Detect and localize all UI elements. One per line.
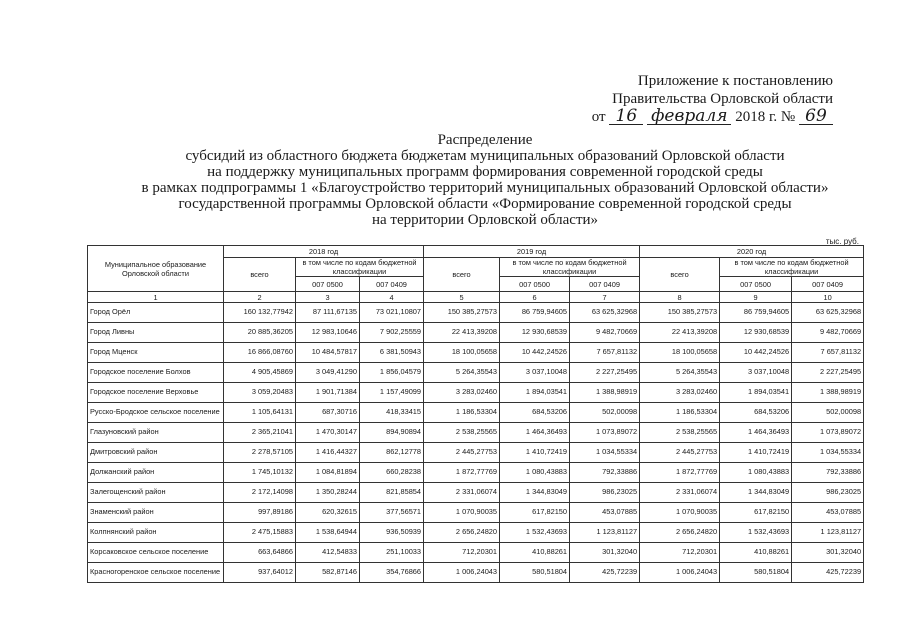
amount-cell: 1 080,43883 — [500, 463, 570, 483]
amount-cell: 160 132,77942 — [224, 303, 296, 323]
amount-cell: 580,51804 — [720, 563, 792, 583]
amount-cell: 410,88261 — [500, 543, 570, 563]
col-number: 2 — [224, 292, 296, 303]
amount-cell: 937,64012 — [224, 563, 296, 583]
amount-cell: 20 885,36205 — [224, 323, 296, 343]
municipality-name: Русско-Бродское сельское поселение — [88, 403, 224, 423]
col-header-name: Муниципальное образование Орловской области — [88, 246, 224, 292]
amount-cell: 936,50939 — [360, 523, 424, 543]
municipality-name: Городское поселение Верховье — [88, 383, 224, 403]
heading-line-5: на территории Орловской области» — [371, 212, 599, 228]
amount-cell: 2 331,06074 — [640, 483, 720, 503]
col-header-incl-2018: в том числе по кодам бюджетной классификации — [296, 258, 424, 277]
municipality-name: Колпнянский район — [88, 523, 224, 543]
amount-cell: 1 344,83049 — [720, 483, 792, 503]
amount-cell: 6 381,50943 — [360, 343, 424, 363]
table-row — [88, 463, 864, 483]
table-body — [88, 303, 864, 583]
col-header-total-2019: всего — [424, 258, 500, 292]
amount-cell: 1 470,30147 — [296, 423, 360, 443]
col-header-code-0409-2020: 007 0409 — [792, 277, 864, 292]
amount-cell: 412,54833 — [296, 543, 360, 563]
table-row — [88, 563, 864, 583]
amount-cell: 9 482,70669 — [570, 323, 640, 343]
amount-cell: 712,20301 — [424, 543, 500, 563]
amount-cell: 22 413,39208 — [640, 323, 720, 343]
amount-cell: 7 657,81132 — [792, 343, 864, 363]
amount-cell: 12 930,68539 — [500, 323, 570, 343]
amount-cell: 10 484,57817 — [296, 343, 360, 363]
annex-line-2: Правительства Орловской области — [612, 91, 833, 107]
amount-cell: 1 872,77769 — [640, 463, 720, 483]
amount-cell: 7 657,81132 — [570, 343, 640, 363]
amount-cell: 7 902,25559 — [360, 323, 424, 343]
amount-cell: 87 111,67135 — [296, 303, 360, 323]
amount-cell: 1 006,24043 — [640, 563, 720, 583]
amount-cell: 684,53206 — [720, 403, 792, 423]
amount-cell: 684,53206 — [500, 403, 570, 423]
amount-cell: 502,00098 — [570, 403, 640, 423]
amount-cell: 1 350,28244 — [296, 483, 360, 503]
amount-cell: 1 872,77769 — [424, 463, 500, 483]
amount-cell: 18 100,05658 — [640, 343, 720, 363]
municipality-name: Корсаковское сельское поселение — [88, 543, 224, 563]
amount-cell: 3 059,20483 — [224, 383, 296, 403]
amount-cell: 580,51804 — [500, 563, 570, 583]
amount-cell: 1 006,24043 — [424, 563, 500, 583]
col-number: 9 — [720, 292, 792, 303]
amount-cell: 862,12778 — [360, 443, 424, 463]
amount-cell: 354,76866 — [360, 563, 424, 583]
amount-cell: 1 073,89072 — [792, 423, 864, 443]
amount-cell: 3 037,10048 — [720, 363, 792, 383]
handwritten-day: 16 — [609, 108, 643, 125]
table-row — [88, 443, 864, 463]
amount-cell: 1 186,53304 — [640, 403, 720, 423]
amount-cell: 1 070,90035 — [640, 503, 720, 523]
municipality-name: Город Ливны — [88, 323, 224, 343]
amount-cell: 1 464,36493 — [720, 423, 792, 443]
amount-cell: 3 049,41290 — [296, 363, 360, 383]
amount-cell: 410,88261 — [720, 543, 792, 563]
table-row — [88, 483, 864, 503]
amount-cell: 1 538,64944 — [296, 523, 360, 543]
amount-cell: 10 442,24526 — [500, 343, 570, 363]
heading-line-4: государственной программы Орловской области «Формирование современной городской среды — [178, 196, 792, 212]
amount-cell: 3 037,10048 — [500, 363, 570, 383]
amount-cell: 16 866,08760 — [224, 343, 296, 363]
col-number: 7 — [570, 292, 640, 303]
table-row — [88, 343, 864, 363]
amount-cell: 22 413,39208 — [424, 323, 500, 343]
amount-cell: 1 157,49099 — [360, 383, 424, 403]
amount-cell: 10 442,24526 — [720, 343, 792, 363]
amount-cell: 2 227,25495 — [570, 363, 640, 383]
amount-cell: 1 532,43693 — [720, 523, 792, 543]
annex-year: 2018 г. № — [735, 109, 796, 125]
table-row — [88, 363, 864, 383]
amount-cell: 2 227,25495 — [792, 363, 864, 383]
table-row — [88, 383, 864, 403]
col-number: 10 — [792, 292, 864, 303]
col-number: 5 — [424, 292, 500, 303]
amount-cell: 2 538,25565 — [424, 423, 500, 443]
amount-cell: 997,89186 — [224, 503, 296, 523]
col-header-incl-2020: в том числе по кодам бюджетной классификации — [720, 258, 864, 277]
municipality-name: Город Мценск — [88, 343, 224, 363]
amount-cell: 5 264,35543 — [424, 363, 500, 383]
amount-cell: 1 080,43883 — [720, 463, 792, 483]
amount-cell: 453,07885 — [570, 503, 640, 523]
amount-cell: 1 123,81127 — [570, 523, 640, 543]
amount-cell: 86 759,94605 — [720, 303, 792, 323]
amount-cell: 2 445,27753 — [424, 443, 500, 463]
amount-cell: 1 532,43693 — [500, 523, 570, 543]
heading-line-1: субсидий из областного бюджета бюджетам муниципальных образований Орловской области — [185, 148, 785, 164]
year-header-2019: 2019 год — [424, 246, 640, 258]
municipality-name: Залегощенский район — [88, 483, 224, 503]
amount-cell: 1 105,64131 — [224, 403, 296, 423]
amount-cell: 1 070,90035 — [424, 503, 500, 523]
col-number: 3 — [296, 292, 360, 303]
amount-cell: 425,72239 — [570, 563, 640, 583]
handwritten-number: 69 — [799, 108, 833, 125]
amount-cell: 2 538,25565 — [640, 423, 720, 443]
amount-cell: 150 385,27573 — [640, 303, 720, 323]
col-header-code-0409-2018: 007 0409 — [360, 277, 424, 292]
col-header-code-0409-2019: 007 0409 — [570, 277, 640, 292]
amount-cell: 301,32040 — [792, 543, 864, 563]
table-row — [88, 403, 864, 423]
amount-cell: 712,20301 — [640, 543, 720, 563]
amount-cell: 2 331,06074 — [424, 483, 500, 503]
col-number: 1 — [88, 292, 224, 303]
annex-header — [592, 72, 833, 126]
amount-cell: 1 084,81894 — [296, 463, 360, 483]
amount-cell: 2 278,57105 — [224, 443, 296, 463]
table-row — [88, 543, 864, 563]
amount-cell: 3 283,02460 — [424, 383, 500, 403]
year-header-2018: 2018 год — [224, 246, 424, 258]
amount-cell: 617,82150 — [720, 503, 792, 523]
amount-cell: 2 365,21041 — [224, 423, 296, 443]
annex-date-line — [592, 108, 833, 126]
heading-line-3: в рамках подпрограммы 1 «Благоустройство территорий муниципальных образований Орловской области» — [141, 180, 829, 196]
amount-cell: 1 464,36493 — [500, 423, 570, 443]
amount-cell: 453,07885 — [792, 503, 864, 523]
amount-cell: 1 410,72419 — [720, 443, 792, 463]
table-row — [88, 523, 864, 543]
amount-cell: 1 745,10132 — [224, 463, 296, 483]
col-header-total-2018: всего — [224, 258, 296, 292]
amount-cell: 9 482,70669 — [792, 323, 864, 343]
amount-cell: 1 388,98919 — [570, 383, 640, 403]
amount-cell: 418,33415 — [360, 403, 424, 423]
document-heading — [70, 132, 900, 228]
amount-cell: 2 475,15883 — [224, 523, 296, 543]
amount-cell: 663,64866 — [224, 543, 296, 563]
column-number-row — [88, 292, 864, 303]
col-number: 4 — [360, 292, 424, 303]
table-row — [88, 423, 864, 443]
amount-cell: 821,85854 — [360, 483, 424, 503]
amount-cell: 2 656,24820 — [424, 523, 500, 543]
municipality-name: Городское поселение Болхов — [88, 363, 224, 383]
amount-cell: 2 656,24820 — [640, 523, 720, 543]
table-row — [88, 303, 864, 323]
amount-cell: 1 901,71384 — [296, 383, 360, 403]
amount-cell: 3 283,02460 — [640, 383, 720, 403]
table-row — [88, 323, 864, 343]
col-number: 8 — [640, 292, 720, 303]
amount-cell: 425,72239 — [792, 563, 864, 583]
amount-cell: 150 385,27573 — [424, 303, 500, 323]
amount-cell: 1 894,03541 — [720, 383, 792, 403]
amount-cell: 620,32615 — [296, 503, 360, 523]
amount-cell: 1 416,44327 — [296, 443, 360, 463]
amount-cell: 1 123,81127 — [792, 523, 864, 543]
amount-cell: 1 388,98919 — [792, 383, 864, 403]
amount-cell: 377,56571 — [360, 503, 424, 523]
amount-cell: 4 905,45869 — [224, 363, 296, 383]
amount-cell: 1 894,03541 — [500, 383, 570, 403]
col-header-code-0500-2020: 007 0500 — [720, 277, 792, 292]
col-header-code-0500-2019: 007 0500 — [500, 277, 570, 292]
amount-cell: 63 625,32968 — [792, 303, 864, 323]
amount-cell: 502,00098 — [792, 403, 864, 423]
col-number: 6 — [500, 292, 570, 303]
annex-from: от — [591, 109, 606, 125]
amount-cell: 5 264,35543 — [640, 363, 720, 383]
amount-cell: 301,32040 — [570, 543, 640, 563]
document-title: Распределение — [437, 132, 533, 148]
col-header-code-0500-2018: 007 0500 — [296, 277, 360, 292]
amount-cell: 792,33886 — [570, 463, 640, 483]
amount-cell: 251,10033 — [360, 543, 424, 563]
amount-cell: 86 759,94605 — [500, 303, 570, 323]
amount-cell: 660,28238 — [360, 463, 424, 483]
heading-line-2: на поддержку муниципальных программ формирования современной городской среды — [207, 164, 763, 180]
amount-cell: 986,23025 — [570, 483, 640, 503]
municipality-name: Дмитровский район — [88, 443, 224, 463]
subsidy-table — [87, 245, 864, 583]
amount-cell: 63 625,32968 — [570, 303, 640, 323]
municipality-name: Глазуновский район — [88, 423, 224, 443]
amount-cell: 18 100,05658 — [424, 343, 500, 363]
amount-cell: 617,82150 — [500, 503, 570, 523]
municipality-name: Город Орёл — [88, 303, 224, 323]
amount-cell: 12 930,68539 — [720, 323, 792, 343]
year-header-2020: 2020 год — [640, 246, 864, 258]
col-header-total-2020: всего — [640, 258, 720, 292]
amount-cell: 2 172,14098 — [224, 483, 296, 503]
amount-cell: 687,30716 — [296, 403, 360, 423]
amount-cell: 1 344,83049 — [500, 483, 570, 503]
col-header-incl-2019: в том числе по кодам бюджетной классификации — [500, 258, 640, 277]
amount-cell: 1 410,72419 — [500, 443, 570, 463]
units-label: тыс. руб. — [825, 237, 859, 246]
amount-cell: 1 856,04579 — [360, 363, 424, 383]
annex-line-1: Приложение к постановлению — [637, 73, 833, 89]
amount-cell: 12 983,10646 — [296, 323, 360, 343]
amount-cell: 894,90894 — [360, 423, 424, 443]
handwritten-month: февраля — [647, 108, 731, 125]
amount-cell: 2 445,27753 — [640, 443, 720, 463]
amount-cell: 582,87146 — [296, 563, 360, 583]
municipality-name: Знаменский район — [88, 503, 224, 523]
amount-cell: 73 021,10807 — [360, 303, 424, 323]
amount-cell: 792,33886 — [792, 463, 864, 483]
municipality-name: Должанский район — [88, 463, 224, 483]
table-row — [88, 503, 864, 523]
amount-cell: 1 034,55334 — [570, 443, 640, 463]
amount-cell: 1 034,55334 — [792, 443, 864, 463]
amount-cell: 986,23025 — [792, 483, 864, 503]
amount-cell: 1 186,53304 — [424, 403, 500, 423]
municipality-name: Красногоренское сельское поселение — [88, 563, 224, 583]
amount-cell: 1 073,89072 — [570, 423, 640, 443]
